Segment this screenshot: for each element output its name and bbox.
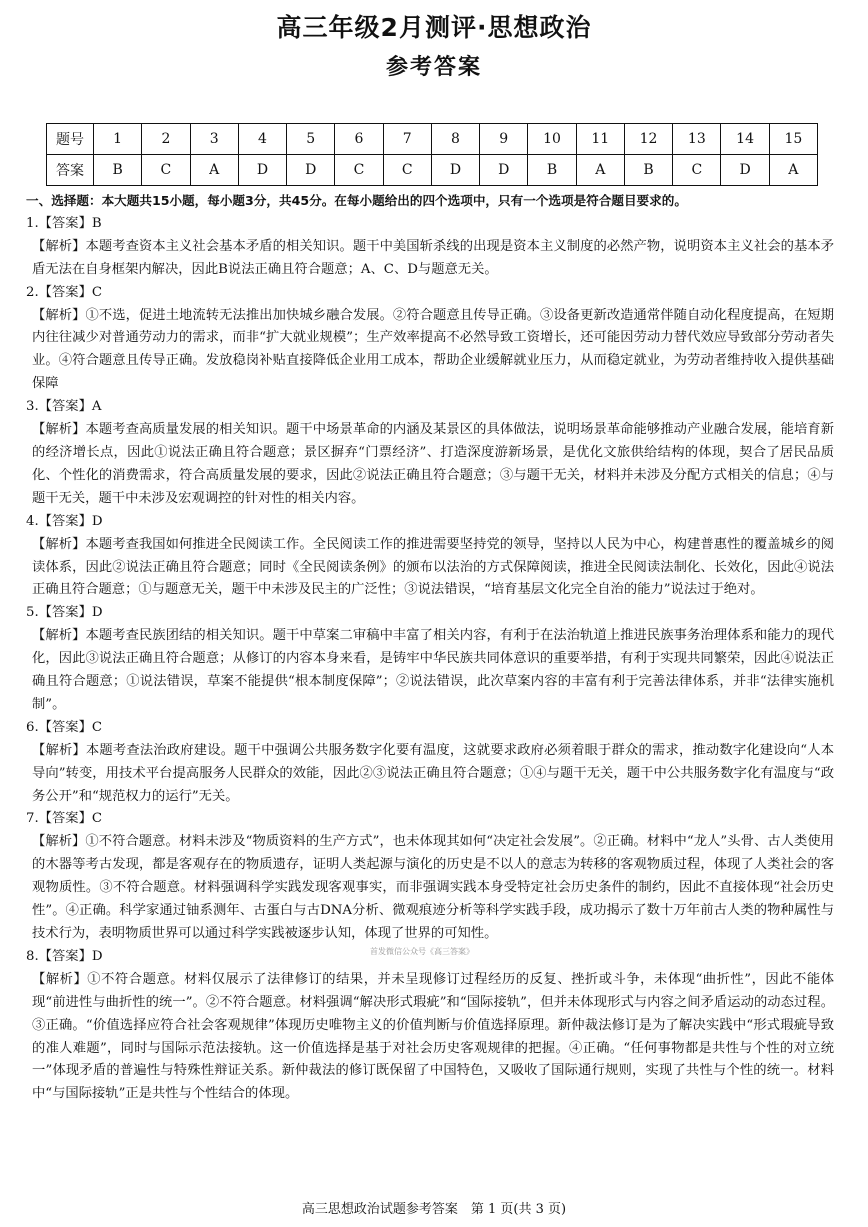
question-answer: 4.【答案】D (26, 513, 103, 529)
table-cell: D (431, 155, 479, 186)
row-label-answer: 答案 (47, 155, 94, 186)
table-cell: C (335, 155, 383, 186)
table-cell: D (238, 155, 286, 186)
table-cell: 14 (721, 124, 769, 155)
question-analysis: 【解析】①不选，促进土地流转无法推出加快城乡融合发展。②符合题意且传导正确。③设备更新改造通常伴随自动化程度提高，在短期内往往减少对普通劳动力的需求，而非“扩大就业规模”；生产效率提高不必然导致工资增长，还可能因劳动力替代效应导致部分劳动者失业。④符合题意且传导正确。发放稳岗补贴直接降低企业用工成本，帮助企业缓解就业压力，从而稳定就业，为劳动者维持收入提供基础保障 (32, 307, 834, 392)
table-cell: 2 (142, 124, 190, 155)
table-cell: 6 (335, 124, 383, 155)
question-analysis: 【解析】本题考查我国如何推进全民阅读工作。全民阅读工作的推进需要坚持党的领导，坚持以人民为中心，构建普惠性的覆盖城乡的阅读体系，因此②说法正确且符合题意；同时《全民阅读条例》的颁布以法治的方式保障阅读，推进全民阅读法制化、长效化，因此④说法正确且符合题意；①与题意无关，题干中未涉及民主的广泛性；③说法错误，“培育基层文化完全自治的能力”说法过于绝对。 (32, 536, 834, 598)
page-title: 高三年级2月测评·思想政治 (276, 13, 592, 42)
table-cell: A (190, 155, 238, 186)
question-analysis: 【解析】本题考查民族团结的相关知识。题干中草案二审稿中丰富了相关内容，有利于在法治轨道上推进民族事务治理体系和能力的现代化，因此③说法正确且符合题意；从修订的内容本身来看，是铸牢中华民族共同体意识的重要举措，有利于实现共同繁荣，因此④说法正确且符合题意；①说法错误，草案不能提供“根本制度保障”；②说法错误，此次草案内容的丰富有利于完善法律体系，并非“法律实施机制”。 (32, 628, 834, 712)
question-number-row (47, 124, 818, 155)
table-cell: B (94, 155, 142, 186)
section-heading: 一、选择题：本大题共15小题，每小题3分，共45分。在每小题给出的四个选项中，只有一个选项是符合题目要求的。 (26, 193, 687, 208)
table-cell: D (287, 155, 335, 186)
table-cell: 15 (769, 124, 817, 155)
answer-explanations (26, 190, 834, 1106)
page-subtitle: 参考答案 (385, 55, 482, 80)
question-analysis: 【解析】①不符合题意。材料未涉及“物质资料的生产方式”，也未体现其如何“决定社会发展”。②正确。材料中“龙人”头骨、古人类使用的木器等考古发现，都是客观存在的物质遗存，证明人类起源与演化的历史是不以人的意志为转移的客观物质过程，体现了人类社会的客观物质性。③不符合题意。材料强调科学实践发现客观事实，而非强调实践本身受特定社会历史条件的制约，因此不直接体现“社会历史性”。④正确。科学家通过铀系测年、古蛋白与古DNA分析、微观痕迹分析等科学实践手段，成功揭示了数十万年前古人类的物种属性与技术行为，表明物质世界可以通过科学实践被逐步认知，体现了世界的可知性。 (32, 834, 834, 941)
question-answer: 2.【答案】C (26, 284, 103, 300)
table-cell: 8 (431, 124, 479, 155)
table-cell: B (624, 155, 672, 186)
question-analysis: 【解析】①不符合题意。材料仅展示了法律修订的结果，并未呈现修订过程经历的反复、挫折或斗争，未体现“曲折性”，因此不能体现“前进性与曲折性的统一”。②不符合题意。材料强调“解决形式瑕疵”和“国际接轨”，但并未体现形式与内容之间矛盾运动的动态过程。③正确。“价值选择应符合社会客观规律”体现历史唯物主义的价值判断与价值选择原理。新仲裁法修订是为了解决实践中“形式瑕疵导致的准人难题”，同时与国际示范法接轨。这一价值选择是基于对社会历史客观规律的把握。④正确。“任何事物都是共性与个性的对立统一”体现矛盾的普遍性与特殊性辩证关系。新仲裁法的修订既保留了中国特色，又吸收了国际通行规则，实现了共性与个性的统一。材料中“与国际接轨”正是共性与个性结合的体现。 (32, 971, 834, 1102)
row-label-number: 题号 (47, 124, 94, 155)
table-cell: D (480, 155, 528, 186)
table-cell: C (383, 155, 431, 186)
table-cell: 10 (528, 124, 576, 155)
table-cell: D (721, 155, 769, 186)
question-answer: 7.【答案】C (26, 811, 103, 827)
question-answer: 1.【答案】B (26, 215, 102, 231)
table-cell: B (528, 155, 576, 186)
question-analysis: 【解析】本题考查法治政府建设。题干中强调公共服务数字化要有温度，这就要求政府必须着眼于群众的需求，推动数字化建设向“人本导向”转变，用技术平台提高服务人民群众的效能，因此②③说法正确且符合题意；①④与题干无关，题干中公共服务数字化有温度与“政务公开”和“规范权力的运行”无关。 (32, 742, 834, 804)
page-footer: 高三思想政治试题参考答案 第 1 页(共 3 页) (301, 1202, 567, 1217)
question-answer: 8.【答案】D (26, 948, 103, 964)
table-cell: 11 (576, 124, 624, 155)
question-analysis: 【解析】本题考查资本主义社会基本矛盾的相关知识。题干中美国斩杀线的出现是资本主义制度的必然产物，说明资本主义社会的基本矛盾无法在自身框架内解决，因此B说法正确且符合题意；A、C、D与题意无关。 (32, 238, 834, 277)
table-cell: 13 (673, 124, 721, 155)
table-cell: 4 (238, 124, 286, 155)
question-analysis: 【解析】本题考查高质量发展的相关知识。题干中场景革命的内涵及某景区的具体做法，说明场景革命能够推动产业融合发展，能培育新的经济增长点，因此①说法正确且符合题意；景区摒弃“门票经济”、打造深度游新场景，是优化文旅供给结构的体现，契合了居民品质化、个性化的消费需求，符合高质量发展的要求，因此②说法正确且符合题意；③与题干无关，材料并未涉及分配方式相关的信息；④与题干无关，题干中未涉及宏观调控的针对性的相关内容。 (32, 422, 834, 506)
watermark: 首发微信公众号《高三答案》 (370, 947, 474, 956)
question-answer: 3.【答案】A (26, 399, 102, 415)
table-cell: 5 (287, 124, 335, 155)
table-cell: C (142, 155, 190, 186)
answer-table (46, 123, 818, 186)
question-answer: 5.【答案】D (26, 605, 103, 621)
question-answer: 6.【答案】C (26, 719, 103, 735)
table-cell: A (576, 155, 624, 186)
table-cell: 1 (94, 124, 142, 155)
table-cell: 3 (190, 124, 238, 155)
table-cell: 12 (624, 124, 672, 155)
table-cell: 9 (480, 124, 528, 155)
table-cell: A (769, 155, 817, 186)
table-cell: 7 (383, 124, 431, 155)
table-cell: C (673, 155, 721, 186)
answer-row (47, 155, 818, 186)
